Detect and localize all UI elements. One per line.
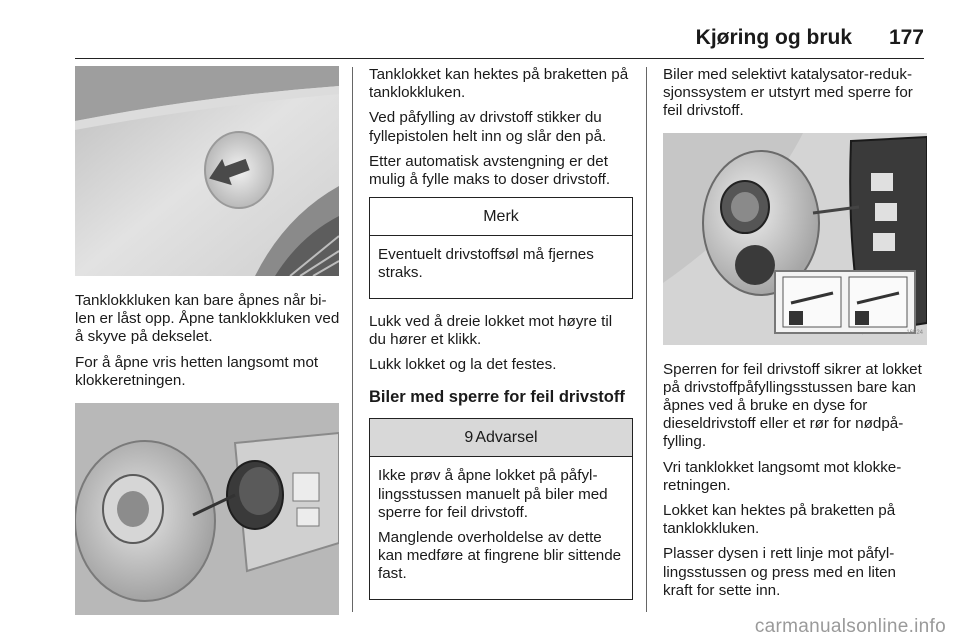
note-text: Eventuelt drivstoffsøl må fjernes straks. <box>378 246 594 282</box>
column-divider <box>646 67 647 612</box>
paragraph: Ved påfylling av drivstoff stikker du fyllepistolen helt inn og slår den på. <box>369 109 607 145</box>
paragraph: Vri tanklokket langsomt mot klokkeretningen. <box>663 458 902 494</box>
figure-code: 16524 <box>906 330 923 337</box>
fuel-cap-illustration <box>75 403 339 615</box>
warning-header <box>370 419 632 457</box>
misfuel-inhibitor-photo <box>663 133 927 345</box>
note-box <box>369 197 633 298</box>
section-title: Kjøring og bruk <box>695 26 852 49</box>
warning-icon: 9 <box>464 429 474 447</box>
paragraph: Sperren for feil drivstoff sikrer at lokket på drivstoffpåfyllingsstussen bare kan åpnes ved å bruke en dyse for dieseldrivstoff eller et rør for nødpåfylling. <box>663 360 922 451</box>
column-1 <box>75 66 340 615</box>
column-3 <box>663 66 927 607</box>
paragraph: Plasser dysen i rett linje mot påfyllingsstussen og press med en liten kraft for sette inn. <box>663 545 897 599</box>
page-header <box>0 22 960 52</box>
paragraph: For å åpne vris hetten langsomt mot klokkeretningen. <box>75 353 319 389</box>
paragraph: Lukk ved å dreie lokket mot høyre til du hører et klikk. <box>369 312 613 348</box>
paragraph: Lokket kan hektes på braketten på tanklokkluken. <box>663 502 896 538</box>
column-divider <box>352 67 353 612</box>
fuel-flap-photo <box>75 66 339 276</box>
paragraph: Tanklokket kan hektes på braketten på tanklokkluken. <box>369 66 629 102</box>
header-rule <box>75 58 924 59</box>
warning-box <box>369 418 633 599</box>
fuel-cap-photo <box>75 403 339 615</box>
paragraph: Biler med selektivt katalysator-reduksjonssystem er utstyrt med sperre for feil drivstoff. <box>663 66 913 120</box>
page-number: 177 <box>888 26 924 49</box>
warning-title: Advarsel <box>475 429 538 447</box>
warning-text: Ikke prøv å åpne lokket på påfyllingsstussen manuelt på biler med sperre for feil drivstoff. <box>378 467 608 521</box>
misfuel-inhibitor-illustration <box>663 133 927 345</box>
warning-text: Manglende overholdelse av dette kan medføre at fingrene blir sittende fast. <box>378 529 622 583</box>
paragraph: Tanklokkluken kan bare åpnes når bilen er låst opp. Åpne tanklokkluken ved å skyve på dekselet. <box>75 292 340 346</box>
paragraph: Etter automatisk avstengning er det mulig å fylle maks to doser drivstoff. <box>369 152 611 189</box>
paragraph: Lukk lokket og la det festes. <box>369 356 557 374</box>
subheading: Biler med sperre for feil drivstoff <box>369 388 625 407</box>
note-title: Merk <box>370 198 632 236</box>
watermark: carmanualsonline.info <box>754 616 946 637</box>
column-2 <box>369 66 633 614</box>
fuel-flap-arrow-illustration <box>75 66 339 276</box>
